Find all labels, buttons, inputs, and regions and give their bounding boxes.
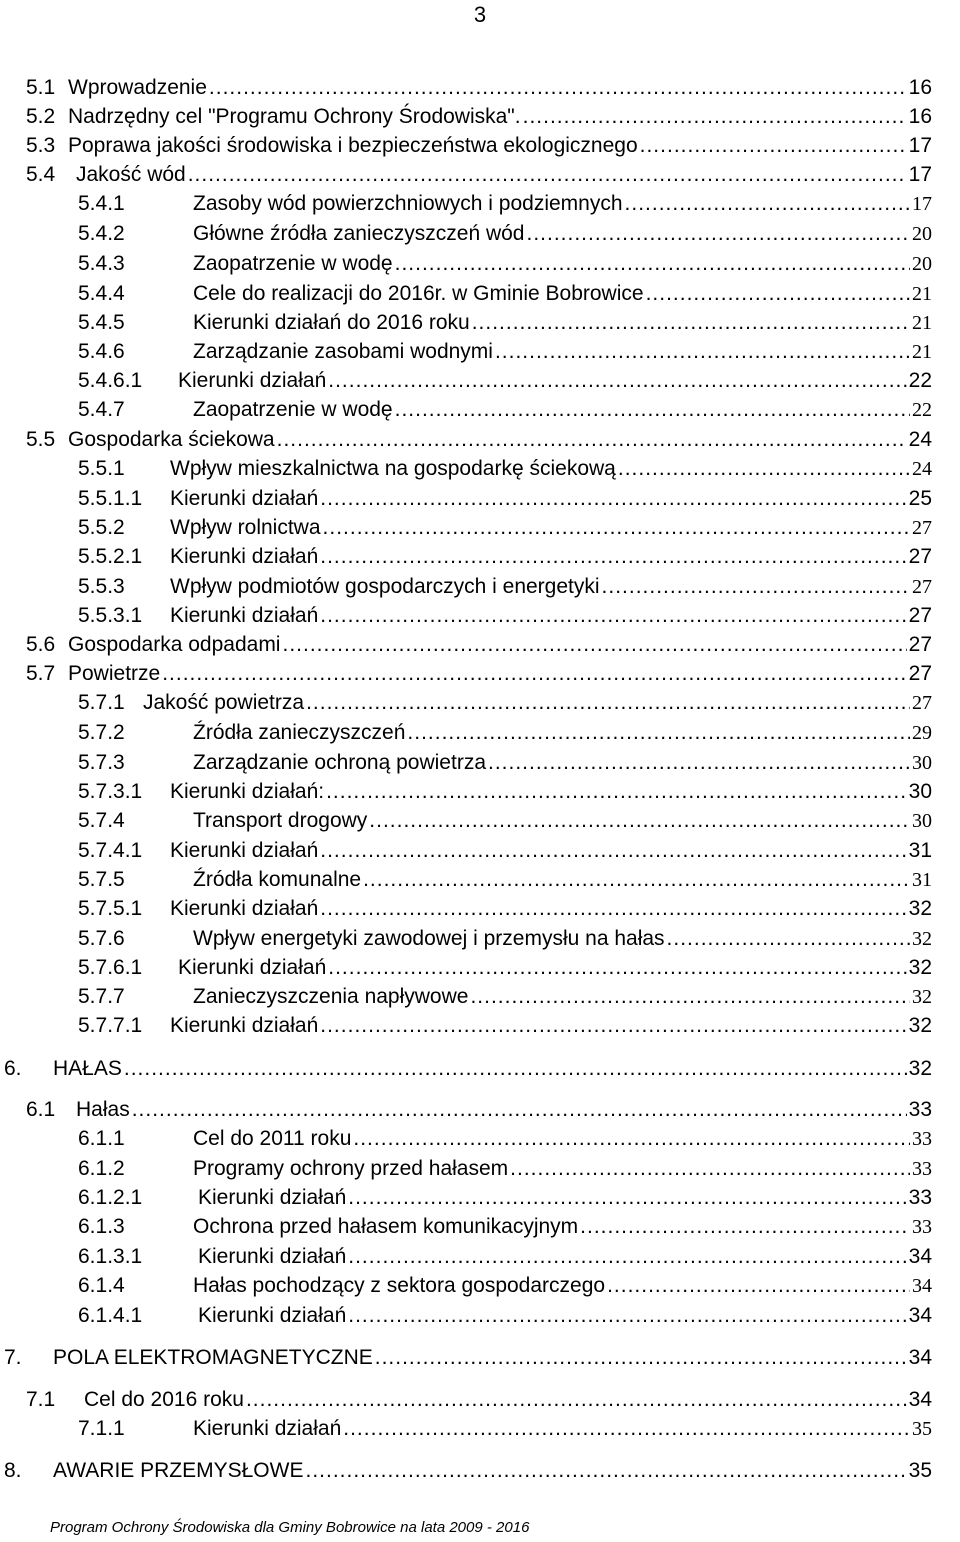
toc-entry-number: 6.1.4.1 <box>78 1304 143 1327</box>
toc-entry[interactable] <box>0 896 960 925</box>
toc-entry-page: 34 <box>908 1346 932 1369</box>
toc-entry-number: 5.4 <box>26 163 56 186</box>
toc-entry-number: 5.7.6 <box>78 927 125 950</box>
toc-dot-leader <box>607 1273 910 1299</box>
toc-entry-number: 6.1.3.1 <box>78 1245 143 1268</box>
toc-entry-page: 25 <box>908 487 932 510</box>
toc-entry-number: 5.1 <box>26 76 56 99</box>
toc-entry-title: Cele do realizacji do 2016r. w Gminie Bobrowice <box>193 282 644 305</box>
toc-entry-page: 32 <box>908 1014 932 1037</box>
toc-entry-page: 20 <box>912 253 932 275</box>
toc-entry-page: 21 <box>912 312 932 334</box>
toc-dot-leader <box>132 1097 907 1123</box>
toc-entry-number: 5.7.7 <box>78 985 125 1008</box>
toc-entry-number: 5.5.1.1 <box>78 487 143 510</box>
toc-entry-number: 5.4.6.1 <box>78 369 143 392</box>
toc-entry-number: 6.1.1 <box>78 1127 125 1150</box>
toc-entry[interactable] <box>0 1156 960 1185</box>
toc-dot-leader <box>343 1416 910 1442</box>
toc-entry[interactable] <box>0 808 960 837</box>
toc-dot-leader <box>305 1458 906 1484</box>
toc-entry[interactable] <box>0 955 960 984</box>
toc-entry-title: Ochrona przed hałasem komunikacyjnym <box>193 1215 579 1238</box>
toc-entry[interactable] <box>0 720 960 749</box>
toc-entry-number: 5.7.2 <box>78 721 125 744</box>
toc-entry-number: 5.7.3.1 <box>78 780 143 803</box>
toc-entry[interactable] <box>0 221 960 250</box>
toc-dot-leader <box>395 397 910 423</box>
toc-entry-title: Główne źródła zanieczyszczeń wód <box>193 222 525 245</box>
toc-dot-leader <box>395 251 910 277</box>
toc-entry[interactable] <box>0 133 960 162</box>
toc-dot-leader <box>209 75 907 101</box>
toc-entry-number: 6.1.2.1 <box>78 1186 143 1209</box>
toc-entry[interactable] <box>0 603 960 632</box>
toc-entry-page: 20 <box>912 223 932 245</box>
toc-entry[interactable] <box>0 926 960 955</box>
toc-entry-number: 5.4.5 <box>78 311 125 334</box>
toc-dot-leader <box>320 603 906 629</box>
toc-entry-number: 6.1 <box>26 1098 56 1121</box>
toc-entry[interactable] <box>0 1214 960 1243</box>
toc-entry[interactable] <box>0 515 960 544</box>
toc-entry-title: Kierunki działań <box>170 604 319 627</box>
toc-entry-page: 34 <box>908 1245 932 1268</box>
toc-entry-page: 22 <box>908 369 932 392</box>
toc-entry[interactable] <box>0 191 960 220</box>
toc-entry[interactable] <box>0 632 960 661</box>
toc-entry[interactable] <box>0 1416 960 1445</box>
toc-dot-leader <box>523 104 907 130</box>
toc-entry-title: Kierunki działań <box>178 369 327 392</box>
toc-entry-number: 5.6 <box>26 633 56 656</box>
toc-dot-leader <box>363 867 910 893</box>
toc-entry-number: 7.1.1 <box>78 1417 125 1440</box>
toc-entry-title: Zanieczyszczenia napływowe <box>193 985 469 1008</box>
toc-entry-title: Kierunki działań <box>170 545 319 568</box>
toc-entry-title: Kierunki działań <box>170 487 319 510</box>
toc-entry-title: POLA ELEKTROMAGNETYCZNE <box>53 1346 373 1369</box>
toc-entry-title: Cel do 2016 roku <box>84 1388 244 1411</box>
toc-entry-title: Kierunki działań <box>170 1014 319 1037</box>
toc-entry-page: 31 <box>908 839 932 862</box>
toc-entry-title: Programy ochrony przed hałasem <box>193 1157 509 1180</box>
toc-entry-number: 5.5.1 <box>78 457 125 480</box>
toc-entry[interactable] <box>0 75 960 104</box>
toc-entry[interactable] <box>0 339 960 368</box>
toc-entry-title: Hałas pochodzący z sektora gospodarczego <box>193 1274 606 1297</box>
toc-entry-page: 33 <box>912 1128 932 1150</box>
toc-dot-leader <box>510 1156 910 1182</box>
toc-entry-number: 5.5.3 <box>78 575 125 598</box>
toc-entry-title: Gospodarka odpadami <box>68 633 281 656</box>
toc-entry-title: HAŁAS <box>53 1057 122 1080</box>
toc-dot-leader <box>646 281 910 307</box>
toc-dot-leader <box>320 486 906 512</box>
toc-entry-title: Kierunki działań <box>170 839 319 862</box>
toc-entry-page: 17 <box>908 163 932 186</box>
toc-entry[interactable] <box>0 104 960 133</box>
page-number: 3 <box>473 2 487 27</box>
toc-entry-page: 34 <box>912 1275 932 1297</box>
toc-entry[interactable] <box>0 1013 960 1042</box>
toc-dot-leader <box>495 339 910 365</box>
toc-entry[interactable] <box>0 310 960 339</box>
toc-entry-page: 30 <box>912 752 932 774</box>
toc-entry-page: 27 <box>912 692 932 714</box>
toc-entry-title: Jakość powietrza <box>143 691 305 714</box>
toc-entry[interactable] <box>0 1303 960 1332</box>
toc-entry[interactable] <box>0 838 960 867</box>
page-footer: Program Ochrony Środowiska dla Gminy Bobrowice na lata 2009 - 2016 <box>50 1519 530 1536</box>
toc-entry-number: 5.7 <box>26 662 56 685</box>
toc-entry-page: 17 <box>908 134 932 157</box>
toc-dot-leader <box>277 427 907 453</box>
toc-dot-leader <box>640 133 907 159</box>
toc-entry-title: Kierunki działań <box>198 1186 347 1209</box>
toc-dot-leader <box>580 1214 910 1240</box>
toc-entry-title: Zasoby wód powierzchniowych i podziemnych <box>193 192 623 215</box>
toc-dot-leader <box>407 720 910 746</box>
toc-entry-page: 33 <box>912 1216 932 1238</box>
toc-dot-leader <box>625 191 910 217</box>
toc-dot-leader <box>348 1303 906 1329</box>
toc-entry-number: 5.7.3 <box>78 751 125 774</box>
toc-entry-page: 16 <box>908 105 932 128</box>
toc-dot-leader <box>326 779 907 805</box>
toc-entry[interactable] <box>0 486 960 515</box>
toc-dot-leader <box>320 544 906 570</box>
toc-entry[interactable] <box>0 162 960 191</box>
toc-entry-title: Wprowadzenie <box>68 76 207 99</box>
toc-entry-number: 6. <box>4 1057 22 1080</box>
toc-entry-page: 27 <box>912 576 932 598</box>
toc-dot-leader <box>323 515 910 541</box>
toc-entry-title: Zarządzanie zasobami wodnymi <box>193 340 493 363</box>
toc-dot-leader <box>306 690 910 716</box>
toc-entry-title: Zaopatrzenie w wodę <box>193 252 393 275</box>
toc-entry[interactable] <box>0 1273 960 1302</box>
toc-dot-leader <box>618 456 910 482</box>
toc-entry-page: 34 <box>908 1304 932 1327</box>
toc-entry[interactable] <box>0 1458 960 1487</box>
toc-entry-page: 24 <box>908 428 932 451</box>
toc-entry-page: 35 <box>908 1459 932 1482</box>
toc-entry-page: 27 <box>908 662 932 685</box>
toc-entry-page: 32 <box>912 928 932 950</box>
toc-dot-leader <box>246 1387 907 1413</box>
toc-entry-title: Kierunki działań <box>198 1245 347 1268</box>
toc-entry[interactable] <box>0 690 960 719</box>
toc-entry-title: Zarządzanie ochroną powietrza <box>193 751 486 774</box>
toc-entry-number: 6.1.4 <box>78 1274 125 1297</box>
toc-entry-title: Wpływ energetyki zawodowej i przemysłu na hałas <box>193 927 665 950</box>
toc-entry-number: 5.4.1 <box>78 192 125 215</box>
toc-dot-leader <box>320 896 906 922</box>
toc-dot-leader <box>375 1345 907 1371</box>
toc-entry-number: 5.7.5 <box>78 868 125 891</box>
toc-entry-number: 5.5 <box>26 428 56 451</box>
toc-entry-page: 32 <box>912 986 932 1008</box>
toc-entry-page: 27 <box>912 517 932 539</box>
toc-entry-title: Kierunki działań <box>170 897 319 920</box>
toc-entry[interactable] <box>0 1387 960 1416</box>
toc-entry-number: 5.4.7 <box>78 398 125 421</box>
toc-entry[interactable] <box>0 251 960 280</box>
toc-entry-page: 27 <box>908 545 932 568</box>
toc-entry[interactable] <box>0 456 960 485</box>
toc-dot-leader <box>328 368 906 394</box>
toc-dot-leader <box>470 984 910 1010</box>
toc-entry-number: 7.1 <box>26 1388 56 1411</box>
toc-entry-title: Zaopatrzenie w wodę <box>193 398 393 421</box>
toc-dot-leader <box>188 162 907 188</box>
toc-dot-leader <box>162 661 906 687</box>
toc-entry-page: 16 <box>908 76 932 99</box>
toc-entry-page: 33 <box>908 1186 932 1209</box>
toc-entry[interactable] <box>0 427 960 456</box>
toc-entry-number: 6.1.2 <box>78 1157 125 1180</box>
toc-entry-number: 5.7.6.1 <box>78 956 143 979</box>
toc-dot-leader <box>320 1013 906 1039</box>
toc-entry[interactable] <box>0 661 960 690</box>
toc-entry-page: 32 <box>908 897 932 920</box>
toc-entry-number: 5.7.4.1 <box>78 839 143 862</box>
toc-entry[interactable] <box>0 1126 960 1155</box>
toc-entry-page: 35 <box>912 1418 932 1440</box>
toc-entry-title: Hałas <box>76 1098 130 1121</box>
toc-dot-leader <box>328 955 906 981</box>
toc-entry-title: Kierunki działań: <box>170 780 325 803</box>
toc-entry-page: 22 <box>912 399 932 421</box>
toc-entry-page: 30 <box>912 810 932 832</box>
toc-entry-title: Kierunki działań <box>198 1304 347 1327</box>
toc-entry[interactable] <box>0 984 960 1013</box>
toc-entry-page: 30 <box>908 780 932 803</box>
toc-entry-page: 27 <box>908 633 932 656</box>
toc-dot-leader <box>348 1244 906 1270</box>
toc-entry-page: 34 <box>908 1388 932 1411</box>
toc-dot-leader <box>667 926 910 952</box>
toc-entry-title: Poprawa jakości środowiska i bezpieczeństwa ekologicznego <box>68 134 638 157</box>
toc-entry[interactable] <box>0 750 960 779</box>
toc-entry-number: 6.1.3 <box>78 1215 125 1238</box>
toc-dot-leader <box>602 574 910 600</box>
toc-entry-page: 31 <box>912 869 932 891</box>
toc-entry-page: 29 <box>912 722 932 744</box>
toc-entry-title: AWARIE PRZEMYSŁOWE <box>53 1459 304 1482</box>
toc-entry-page: 33 <box>912 1158 932 1180</box>
toc-entry-page: 21 <box>912 341 932 363</box>
toc-entry-number: 5.4.2 <box>78 222 125 245</box>
toc-entry[interactable] <box>0 1185 960 1214</box>
toc-entry-number: 5.4.3 <box>78 252 125 275</box>
toc-entry-title: Wpływ rolnictwa <box>170 516 321 539</box>
toc-entry-number: 8. <box>4 1459 22 1482</box>
toc-dot-leader <box>124 1056 907 1082</box>
toc-entry[interactable] <box>0 1345 960 1374</box>
toc-dot-leader <box>527 221 911 247</box>
toc-entry-title: Źródła zanieczyszczeń <box>193 721 406 744</box>
toc-entry-number: 5.5.2 <box>78 516 125 539</box>
toc-entry-number: 5.4.6 <box>78 340 125 363</box>
toc-entry[interactable] <box>0 397 960 426</box>
toc-entry-title: Cel do 2011 roku <box>193 1127 352 1150</box>
toc-dot-leader <box>353 1126 910 1152</box>
toc-dot-leader <box>320 838 906 864</box>
toc-entry[interactable] <box>0 867 960 896</box>
toc-entry[interactable] <box>0 574 960 603</box>
toc-entry-number: 5.7.4 <box>78 809 125 832</box>
toc-entry-page: 21 <box>912 283 932 305</box>
toc-dot-leader <box>472 310 910 336</box>
toc-entry-number: 5.5.2.1 <box>78 545 143 568</box>
toc-entry-title: Kierunki działań do 2016 roku <box>193 311 470 334</box>
toc-entry-page: 32 <box>908 1057 932 1080</box>
toc-dot-leader <box>488 750 910 776</box>
toc-entry-page: 32 <box>908 956 932 979</box>
toc-entry[interactable] <box>0 1244 960 1273</box>
toc-entry-page: 17 <box>912 193 932 215</box>
toc-entry-title: Powietrze <box>68 662 161 685</box>
toc-entry-number: 5.7.5.1 <box>78 897 143 920</box>
toc-entry-number: 5.3 <box>26 134 56 157</box>
toc-entry-number: 7. <box>4 1346 22 1369</box>
toc-entry-number: 5.5.3.1 <box>78 604 143 627</box>
toc-dot-leader <box>282 632 906 658</box>
toc-entry[interactable] <box>0 281 960 310</box>
toc-entry-number: 5.7.1 <box>78 691 125 714</box>
toc-entry-page: 27 <box>908 604 932 627</box>
toc-entry[interactable] <box>0 368 960 397</box>
toc-entry-title: Źródła komunalne <box>193 868 362 891</box>
toc-entry-title: Nadrzędny cel "Programu Ochrony Środowiska". <box>68 105 521 128</box>
toc-dot-leader <box>348 1185 906 1211</box>
toc-entry-title: Wpływ podmiotów gospodarczych i energetyki <box>170 575 600 598</box>
toc-entry-page: 24 <box>912 458 932 480</box>
toc-entry-title: Kierunki działań <box>193 1417 342 1440</box>
toc-entry[interactable] <box>0 779 960 808</box>
toc-entry-number: 5.7.7.1 <box>78 1014 143 1037</box>
toc-dot-leader <box>369 808 910 834</box>
toc-entry-number: 5.4.4 <box>78 282 125 305</box>
toc-entry[interactable] <box>0 1056 960 1085</box>
toc-entry-title: Transport drogowy <box>193 809 368 832</box>
toc-entry-title: Wpływ mieszkalnictwa na gospodarkę ściekową <box>170 457 616 480</box>
toc-entry-title: Gospodarka ściekowa <box>68 428 275 451</box>
toc-entry[interactable] <box>0 1097 960 1126</box>
toc-entry-page: 33 <box>908 1098 932 1121</box>
toc-entry-number: 5.2 <box>26 105 56 128</box>
toc-entry-title: Jakość wód <box>76 163 186 186</box>
toc-entry[interactable] <box>0 544 960 573</box>
toc-entry-title: Kierunki działań <box>178 956 327 979</box>
